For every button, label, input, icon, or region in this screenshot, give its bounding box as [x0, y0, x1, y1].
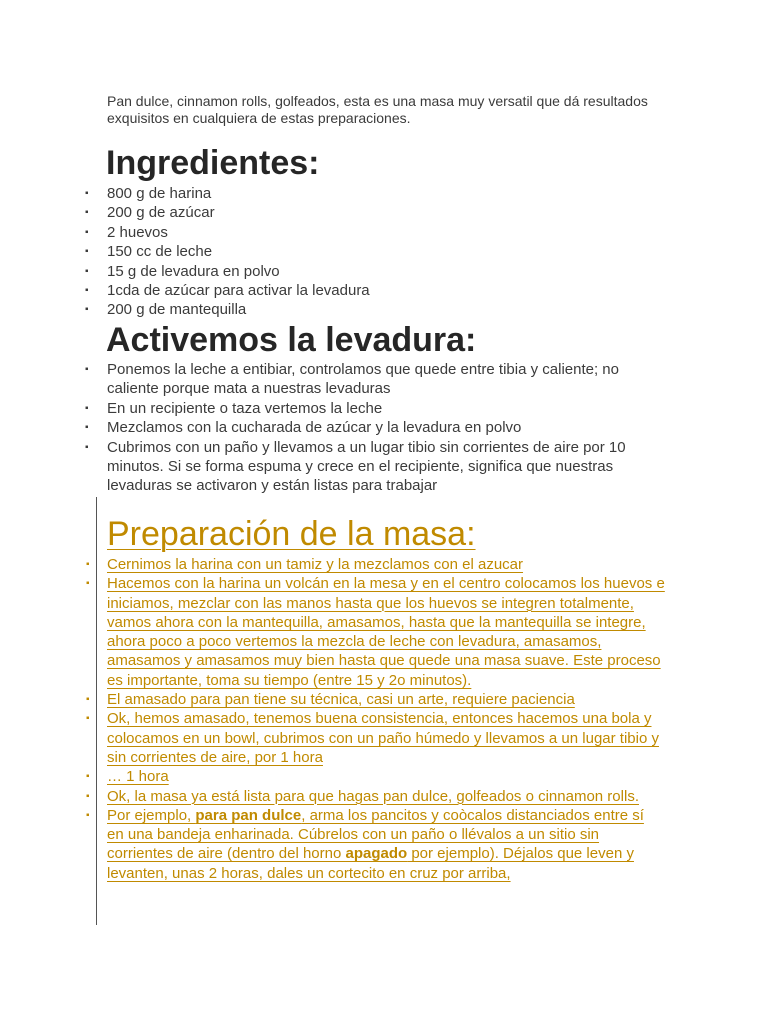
ingredients-list [0, 184, 700, 320]
list-item: ▪ El amasado para pan tiene su técnica, casi un arte, requiere paciencia [86, 691, 575, 709]
list-item: ▪ Ok, hemos amasado, tenemos buena consistencia, entonces hacemos una bola y colocamos en un bowl, cubrimos con un paño húmedo y llevamos a un lugar tibio y sin corrientes de aire, por 1 hora [86, 710, 659, 766]
list-item: ▪ Mezclamos con la cucharada de azúcar y la levadura en polvo [85, 419, 522, 437]
list-item: ▪ 200 g de azúcar [85, 204, 215, 222]
bold-phrase: para pan dulce [195, 806, 302, 824]
activate-list [0, 360, 700, 496]
bullet-icon: ▪ [85, 402, 89, 414]
list-item: ▪ Ok, la masa ya está lista para que hagas pan dulce, golfeados o cinnamon rolls. [86, 787, 639, 805]
preparation-list [0, 555, 700, 883]
list-item: ▪ … 1 hora [86, 768, 169, 786]
bullet-icon: ▪ [86, 771, 90, 783]
list-item: ▪ En un recipiente o taza vertemos la leche [85, 399, 383, 417]
bullet-icon: ▪ [85, 441, 89, 453]
preparation-heading: Preparación de la masa: [107, 515, 476, 553]
bullet-icon: ▪ [86, 559, 90, 570]
list-item: ▪ Ponemos la leche a entibiar, controlamos que quede entre tibia y caliente; no caliente porque mata a nuestras levaduras [85, 361, 619, 398]
bullet-icon: ▪ [85, 285, 89, 297]
bullet-icon: ▪ [86, 809, 90, 821]
bullet-icon: ▪ [85, 304, 89, 316]
bullet-icon: ▪ [85, 364, 89, 375]
bullet-icon: ▪ [85, 265, 89, 277]
list-item: ▪ 2 huevos [85, 223, 168, 241]
ingredients-heading: Ingredientes: [106, 144, 320, 182]
bullet-icon: ▪ [85, 246, 89, 258]
bullet-icon: ▪ [86, 713, 90, 725]
activate-heading: Activemos la levadura: [106, 321, 477, 359]
list-item: ▪ 150 cc de leche [85, 243, 213, 261]
list-item: ▪ 200 g de mantequilla [85, 301, 247, 319]
list-item: ▪ Hacemos con la harina un volcán en la mesa y en el centro colocamos los huevos e iniciamos, mezclar con las manos hasta que los huevos se integren totalmente, vamos ahora con la mantequilla, amasamos, hasta que la mantequilla se integre, ahora poco a poco vertemos la mezcla de leche con levadura, amasamos, amasamos y amasamos muy bien hasta que quede una masa suave. Este proceso es importante, toma su tiempo (entre 15 y 2o minutos). [86, 575, 665, 689]
list-item: ▪ Por ejemplo, para pan dulce, arma los pancitos y coòcalos distanciados entre sí en una bandeja enharinada. Cúbrelos con un paño o llévalos a un sitio sin corrientes de aire (dentro del horno apagado por ejemplo). Déjalos que leven y levanten, unas 2 horas, dales un cortecito en cruz por arriba, [86, 806, 644, 882]
bullet-icon: ▪ [85, 226, 89, 238]
bullet-icon: ▪ [85, 207, 89, 219]
list-item: ▪ 15 g de levadura en polvo [85, 262, 280, 280]
bullet-icon: ▪ [85, 422, 89, 434]
bullet-icon: ▪ [86, 578, 90, 590]
list-item: ▪ 800 g de harina [85, 185, 212, 202]
list-item: ▪ Cubrimos con un paño y llevamos a un lugar tibio sin corrientes de aire por 10 minutos. Si se forma espuma y crece en el recipiente, significa que nuestras levaduras se activaron y están listas para trabajar [85, 438, 626, 495]
list-item: ▪ Cernimos la harina con un tamiz y la mezclamos con el azucar [86, 556, 524, 573]
bullet-icon: ▪ [85, 188, 89, 199]
bold-phrase: apagado [345, 845, 408, 863]
list-item: ▪ 1cda de azúcar para activar la levadura [85, 282, 370, 300]
bullet-icon: ▪ [86, 694, 90, 706]
intro-paragraph: Pan dulce, cinnamon rolls, golfeados, esta es una masa muy versatil que dá resultados exquisitos en cualquiera de estas preparaciones. [107, 93, 648, 126]
bullet-icon: ▪ [86, 790, 90, 802]
